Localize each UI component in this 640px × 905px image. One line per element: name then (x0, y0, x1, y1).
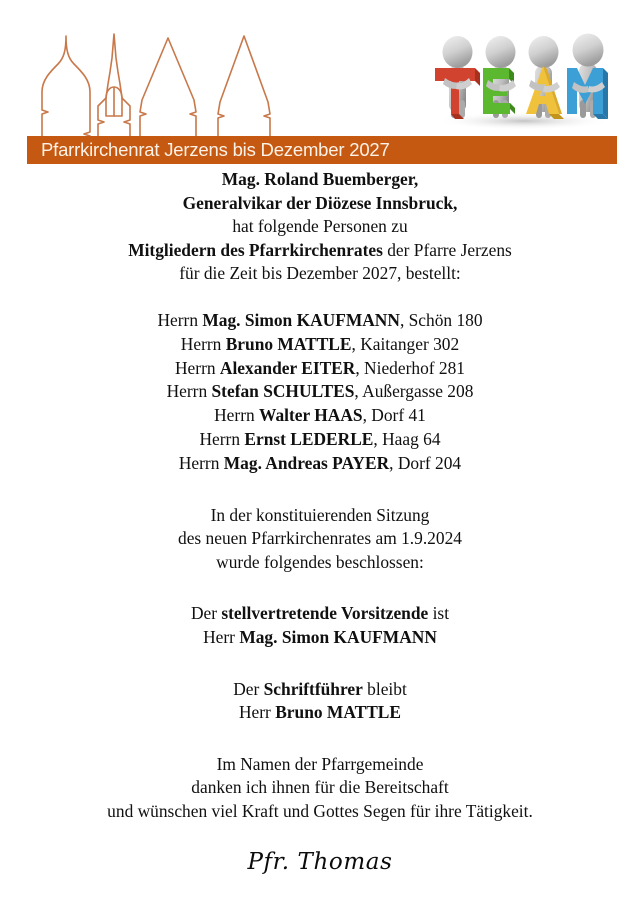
secretary-role-line (0, 678, 640, 702)
member-address: , Dorf 204 (389, 452, 462, 473)
deputy-prefix: Der (190, 603, 222, 624)
signature: Pfr. Thomas (247, 849, 393, 876)
intro-line-4-bold: Mitgliedern des Pfarrkirchenrates (128, 239, 383, 260)
deputy-person-line (0, 626, 640, 650)
secretary-role: Schriftführer (263, 678, 363, 699)
member-address: , Außergasse 208 (354, 381, 474, 402)
secretary-block (0, 678, 640, 725)
member-list (0, 309, 640, 476)
spacer-after-meeting (0, 574, 640, 602)
member-salutation: Herrn (214, 405, 260, 426)
meeting-line-3: wurde folgendes beschlossen: (216, 551, 424, 572)
member-row (0, 380, 640, 404)
church-spires-outline-logo (22, 28, 292, 136)
secretary-person: Bruno MATTLE (275, 702, 401, 723)
member-row (0, 452, 640, 476)
title-bar-label: Pfarrkirchenrat Jerzens bis Dezember 2027 (41, 139, 390, 160)
member-name: Mag. Andreas PAYER (223, 452, 390, 473)
deputy-chairman-block (0, 602, 640, 649)
member-name: Stefan SCHULTES (211, 381, 355, 402)
spacer-after-members (0, 476, 640, 504)
intro-line-4-rest: der Pfarre Jerzens (382, 239, 512, 260)
title-bar (27, 136, 617, 164)
deputy-suffix: ist (428, 603, 450, 624)
member-salutation: Herrn (180, 333, 226, 354)
member-salutation: Herrn (166, 381, 212, 402)
secretary-suffix: bleibt (362, 678, 407, 699)
member-row (0, 333, 640, 357)
closing-paragraph (0, 753, 640, 824)
member-address: , Niederhof 281 (355, 357, 465, 378)
deputy-role-line (0, 602, 640, 626)
closing-line-2: danken ich ihnen für die Bereitschaft (191, 777, 449, 798)
member-address: , Haag 64 (373, 428, 441, 449)
intro-line-4 (0, 239, 640, 263)
member-row (0, 428, 640, 452)
intro-line-3: hat folgende Personen zu (232, 216, 408, 237)
secretary-person-line (0, 701, 640, 725)
intro-line-1: Mag. Roland Buemberger, (221, 169, 419, 189)
member-row (0, 357, 640, 381)
member-row (0, 404, 640, 428)
member-address: , Dorf 41 (362, 405, 426, 426)
letterhead (0, 0, 640, 136)
deputy-role: stellvertretende Vorsitzende (221, 603, 429, 624)
member-name: Walter HAAS (259, 405, 363, 426)
intro-paragraph (0, 168, 640, 286)
document-body (0, 168, 640, 875)
member-name: Bruno MATTLE (225, 333, 352, 354)
member-name: Ernst LEDERLE (244, 428, 374, 449)
closing-line-1: Im Namen der Pfarrgemeinde (216, 753, 424, 774)
intro-line-5: für die Zeit bis Dezember 2027, bestellt: (179, 263, 461, 284)
intro-line-2: Generalvikar der Diözese Innsbruck, (182, 192, 458, 213)
team-figures-logo (427, 26, 622, 130)
member-address: , Schön 180 (399, 309, 483, 330)
spacer-after-intro (0, 286, 640, 309)
member-address: , Kaitanger 302 (351, 333, 460, 354)
deputy-person-prefix: Herr (203, 626, 240, 647)
member-name: Alexander EITER (219, 357, 356, 378)
deputy-person: Mag. Simon KAUFMANN (239, 626, 437, 647)
member-salutation: Herrn (178, 452, 224, 473)
member-salutation: Herrn (157, 309, 203, 330)
member-salutation: Herrn (175, 357, 220, 378)
spacer-after-secretary (0, 725, 640, 753)
member-row (0, 309, 640, 333)
closing-line-3: und wünschen viel Kraft und Gottes Segen für ihre Tätigkeit. (107, 800, 533, 821)
meeting-line-1: In der konstituierenden Sitzung (210, 504, 430, 525)
secretary-prefix: Der (233, 678, 264, 699)
secretary-person-prefix: Herr (238, 702, 276, 723)
spacer-after-deputy (0, 650, 640, 678)
meeting-line-2: des neuen Pfarrkirchenrates am 1.9.2024 (178, 528, 462, 549)
meeting-paragraph (0, 504, 640, 575)
member-name: Mag. Simon KAUFMANN (202, 309, 400, 330)
team-letter-T (435, 68, 480, 119)
member-salutation: Herrn (199, 428, 245, 449)
